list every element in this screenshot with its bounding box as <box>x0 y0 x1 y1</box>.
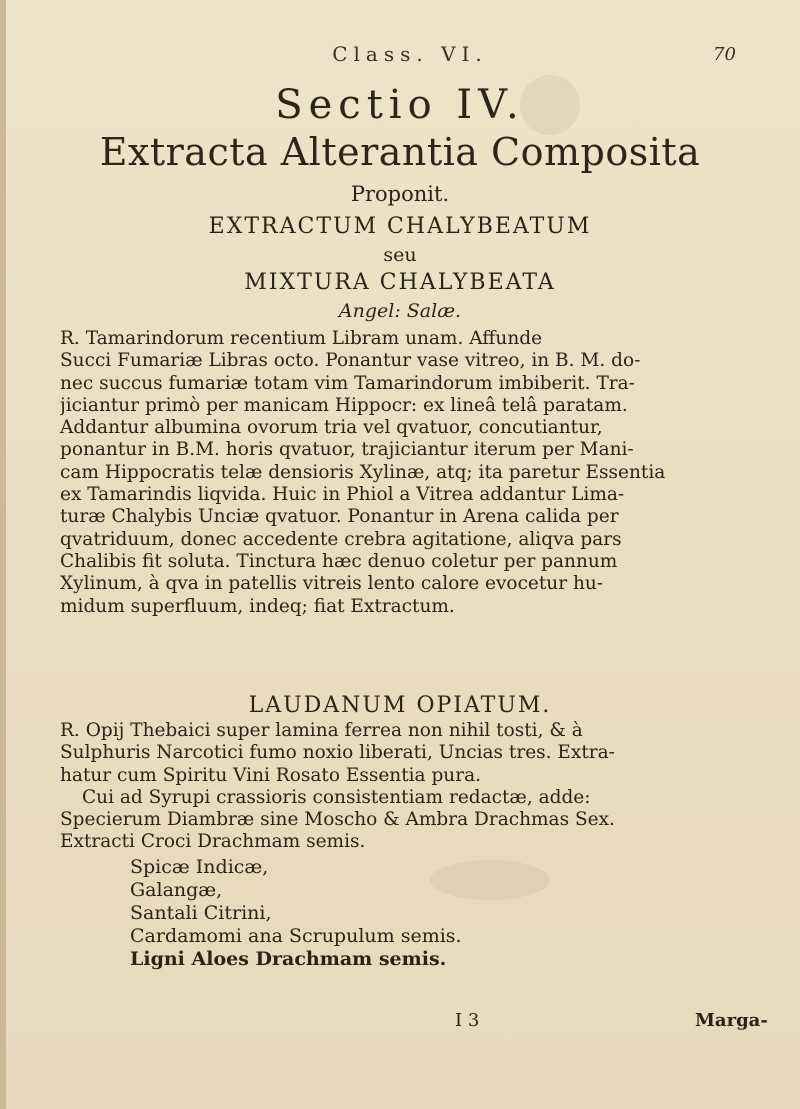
recipe-heading-alt: MIXTURA CHALYBEATA <box>244 270 556 295</box>
text-line: Xylinum, à qva in patellis vitreis lento calore evocetur hu- <box>60 573 604 595</box>
proponit-line: Proponit. <box>350 182 450 206</box>
text-line: ponantur in B.M. horis qvatuor, trajiciantur iterum per Mani- <box>60 439 634 461</box>
text-line: qvatriduum, donec accedente crebra agitatione, aliqva pars <box>60 528 622 550</box>
page-number: 70 <box>713 44 736 65</box>
text-line: nec succus fumariæ totam vim Tamarindorum imbiberit. Tra- <box>60 372 635 394</box>
recipe-heading: LAUDANUM OPIATUM. <box>248 693 552 718</box>
text-line: R. Tamarindorum recentium Libram unam. Affunde <box>60 328 543 349</box>
text-line: jiciantur primò per manicam Hippocr: ex lineâ telâ paratam. <box>60 394 628 416</box>
section-title: Sectio IV. <box>275 82 525 128</box>
recipe-paragraph <box>60 720 750 831</box>
recipe-heading: EXTRACTUM CHALYBEATUM <box>208 214 592 239</box>
text-line: R. Opij Thebaici super lamina ferrea non nihil tosti, & à <box>60 720 583 741</box>
list-item: Galangæ, <box>130 879 223 901</box>
recipe-paragraph <box>60 328 750 618</box>
list-item: Santali Citrini, <box>130 902 272 924</box>
text-line: Addantur albumina ovorum tria vel qvatuor, concutiantur, <box>60 417 603 439</box>
text-line: ex Tamarindis liqvida. Huic in Phiol a Vitrea addantur Lima- <box>60 484 625 506</box>
recipe-seu: seu <box>383 244 417 266</box>
text-line: Extracti Croci Drachmam semis. <box>60 831 366 852</box>
recipe-paragraph <box>60 831 750 853</box>
list-item: Spicæ Indicæ, <box>130 856 269 878</box>
list-item: Cardamomi ana Scrupulum semis. <box>130 925 462 947</box>
text-line: Sulphuris Narcotici fumo noxio liberati, Uncias tres. Extra- <box>60 742 615 764</box>
text-line: cam Hippocratis telæ densioris Xylinæ, atq; ita paretur Essentia <box>60 461 666 483</box>
running-head: Class. VI. <box>332 42 488 66</box>
catchword: Marga- <box>695 1010 768 1031</box>
list-item: Ligni Aloes Drachmam semis. <box>130 948 447 970</box>
text-line: hatur cum Spiritu Vini Rosato Essentia pura. <box>60 764 481 786</box>
text-line: midum superfluum, indeq; fiat Extractum. <box>60 595 455 617</box>
text-line: Specierum Diambræ sine Moscho & Ambra Drachmas Sex. <box>60 809 615 831</box>
text-line: Succi Fumariæ Libras octo. Ponantur vase vitreo, in B. M. do- <box>60 350 641 372</box>
recipe-source: Angel: Salæ. <box>338 300 462 322</box>
section-subtitle: Extracta Alterantia Composita <box>99 130 701 174</box>
signature-mark: I 3 <box>455 1010 480 1031</box>
text-line: Cui ad Syrupi crassioris consistentiam redactæ, adde: <box>82 786 591 808</box>
ingredient-list <box>130 856 462 971</box>
text-line: Chalibis fit soluta. Tinctura hæc denuo coletur per pannum <box>60 550 618 572</box>
text-line: turæ Chalybis Unciæ qvatuor. Ponantur in Arena calida per <box>60 506 619 528</box>
